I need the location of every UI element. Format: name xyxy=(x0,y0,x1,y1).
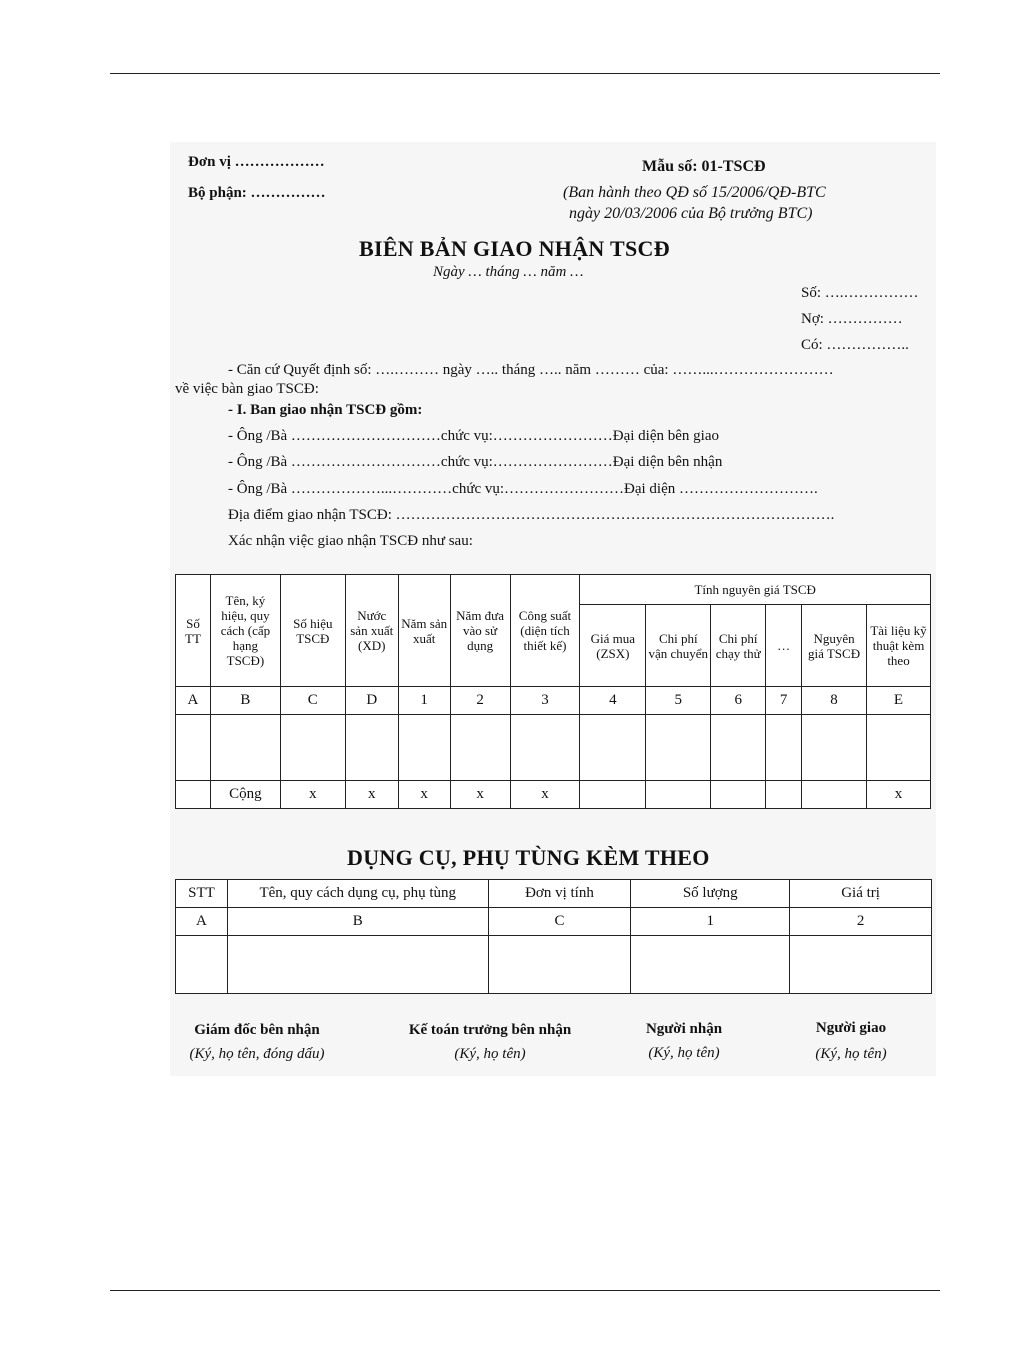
code-cell: 1 xyxy=(398,687,450,715)
signature-role: Kế toán trưởng bên nhận xyxy=(408,1022,572,1038)
signature-block xyxy=(794,1020,908,1063)
header-tai-lieu: Tài liệu kỹ thuật kèm theo xyxy=(867,605,931,687)
tools-header-row xyxy=(176,880,932,908)
code-cell: 7 xyxy=(766,687,802,715)
code-cell: A xyxy=(176,687,211,715)
tools-title: DỤNG CỤ, PHỤ TÙNG KÈM THEO xyxy=(347,845,710,870)
signature-role: Người nhận xyxy=(645,1021,723,1037)
bottom-rule xyxy=(110,1290,940,1291)
header-cong-suat: Công suất (diện tích thiết kế) xyxy=(510,575,580,687)
signature-note: (Ký, họ tên, đóng dấu) xyxy=(189,1046,325,1062)
tools-blank-row xyxy=(176,936,932,994)
signature-note: (Ký, họ tên) xyxy=(648,1045,720,1061)
ong-ba-line-1: - Ông /Bà …………………………chức vụ:……………………Đại diện bên giao xyxy=(228,428,719,444)
tools-header-gia-tri: Giá trị xyxy=(790,880,932,908)
asset-table xyxy=(175,574,931,809)
code-cell: B xyxy=(210,687,280,715)
code-cell: 4 xyxy=(580,687,646,715)
blank-cell[interactable] xyxy=(345,715,398,781)
code-row xyxy=(176,687,931,715)
header-dots: … xyxy=(766,605,802,687)
tools-code-cell: A xyxy=(176,908,228,936)
signature-note: (Ký, họ tên) xyxy=(454,1046,526,1062)
header-nuoc-san-xuat: Nước sản xuất (XD) xyxy=(345,575,398,687)
no-field: Nợ: …………… xyxy=(801,311,903,327)
code-cell: E xyxy=(867,687,931,715)
blank-cell[interactable] xyxy=(510,715,580,781)
blank-cell[interactable] xyxy=(210,715,280,781)
tools-code-cell: 1 xyxy=(631,908,790,936)
ve-viec-line: về việc bàn giao TSCĐ: xyxy=(175,381,319,397)
total-cell xyxy=(580,781,646,809)
total-label: Cộng xyxy=(210,781,280,809)
signature-role: Người giao xyxy=(815,1020,887,1036)
tools-code-cell: B xyxy=(227,908,488,936)
header-stt: Số TT xyxy=(176,575,211,687)
blank-cell[interactable] xyxy=(631,936,790,994)
mau-so: Mẫu số: 01-TSCĐ xyxy=(642,158,766,175)
can-cu-line: - Căn cứ Quyết định số: ….……… ngày ….. tháng ….. năm ……… của: ……...…………………… xyxy=(228,362,834,378)
blank-cell[interactable] xyxy=(227,936,488,994)
header-nam-san-xuat: Năm sản xuất xyxy=(398,575,450,687)
tools-header-so-luong: Số lượng xyxy=(631,880,790,908)
total-cell: x xyxy=(345,781,398,809)
total-cell xyxy=(646,781,711,809)
code-cell: 2 xyxy=(450,687,510,715)
code-cell: C xyxy=(280,687,345,715)
signature-block xyxy=(390,1022,590,1063)
code-cell: 6 xyxy=(711,687,766,715)
so-field: Số: ….…………… xyxy=(801,285,919,301)
tools-code-cell: C xyxy=(488,908,631,936)
total-cell xyxy=(711,781,766,809)
total-cell: x xyxy=(867,781,931,809)
total-row xyxy=(176,781,931,809)
tools-table xyxy=(175,879,932,994)
total-cell: x xyxy=(510,781,580,809)
ong-ba-line-2: - Ông /Bà …………………………chức vụ:……………………Đại diện bên nhận xyxy=(228,454,723,470)
ong-ba-line-3: - Ông /Bà ………………...…………chức vụ:……………………Đại diện ………………………. xyxy=(228,481,818,497)
tools-code-row xyxy=(176,908,932,936)
co-field: Có: …………….. xyxy=(801,337,909,353)
header-chi-phi-van-chuyen: Chi phí vận chuyển xyxy=(646,605,711,687)
blank-cell[interactable] xyxy=(398,715,450,781)
dia-diem-line: Địa điểm giao nhận TSCĐ: ……………………………………………………………………………. xyxy=(228,507,835,523)
tools-header-ten: Tên, quy cách dụng cụ, phụ tùng xyxy=(227,880,488,908)
bo-phan: Bộ phận: …………… xyxy=(188,185,326,201)
header-tinh-nguyen-gia: Tính nguyên giá TSCĐ xyxy=(580,575,931,605)
blank-cell[interactable] xyxy=(646,715,711,781)
tools-header-stt: STT xyxy=(176,880,228,908)
signature-block xyxy=(626,1021,742,1062)
tools-header-don-vi: Đơn vị tính xyxy=(488,880,631,908)
blank-cell[interactable] xyxy=(580,715,646,781)
blank-data-row xyxy=(176,715,931,781)
header-so-hieu: Số hiệu TSCĐ xyxy=(280,575,345,687)
blank-cell[interactable] xyxy=(488,936,631,994)
blank-cell[interactable] xyxy=(176,715,211,781)
total-cell xyxy=(176,781,211,809)
ban-hanh-line-2: ngày 20/03/2006 của Bộ trưởng BTC) xyxy=(569,205,813,222)
section-1-heading: - I. Ban giao nhận TSCĐ gồm: xyxy=(228,402,423,418)
header-nam-dua: Năm đưa vào sử dụng xyxy=(450,575,510,687)
header-nguyen-gia: Nguyên giá TSCĐ xyxy=(802,605,867,687)
date-line: Ngày … tháng … năm … xyxy=(433,264,584,280)
header-chi-phi-chay-thu: Chi phí chạy thử xyxy=(711,605,766,687)
code-cell: 8 xyxy=(802,687,867,715)
total-cell xyxy=(766,781,802,809)
code-cell: 3 xyxy=(510,687,580,715)
signature-note: (Ký, họ tên) xyxy=(815,1046,887,1062)
blank-cell[interactable] xyxy=(176,936,228,994)
total-cell xyxy=(802,781,867,809)
total-cell: x xyxy=(280,781,345,809)
blank-cell[interactable] xyxy=(280,715,345,781)
code-cell: D xyxy=(345,687,398,715)
document-title: BIÊN BẢN GIAO NHẬN TSCĐ xyxy=(359,236,670,261)
blank-cell[interactable] xyxy=(766,715,802,781)
code-cell: 5 xyxy=(646,687,711,715)
blank-cell[interactable] xyxy=(711,715,766,781)
signature-block xyxy=(172,1022,342,1063)
header-ten: Tên, ký hiệu, quy cách (cấp hạng TSCĐ) xyxy=(210,575,280,687)
blank-cell[interactable] xyxy=(450,715,510,781)
ban-hanh-line-1: (Ban hành theo QĐ số 15/2006/QĐ-BTC xyxy=(563,184,826,201)
total-cell: x xyxy=(450,781,510,809)
top-rule xyxy=(110,73,940,74)
total-cell: x xyxy=(398,781,450,809)
blank-cell[interactable] xyxy=(867,715,931,781)
header-gia-mua: Giá mua (ZSX) xyxy=(580,605,646,687)
tools-code-cell: 2 xyxy=(790,908,932,936)
signature-role: Giám đốc bên nhận xyxy=(194,1022,320,1038)
blank-cell[interactable] xyxy=(802,715,867,781)
blank-cell[interactable] xyxy=(790,936,932,994)
xac-nhan-line: Xác nhận việc giao nhận TSCĐ như sau: xyxy=(228,533,473,549)
don-vi: Đơn vị ……………… xyxy=(188,154,325,170)
